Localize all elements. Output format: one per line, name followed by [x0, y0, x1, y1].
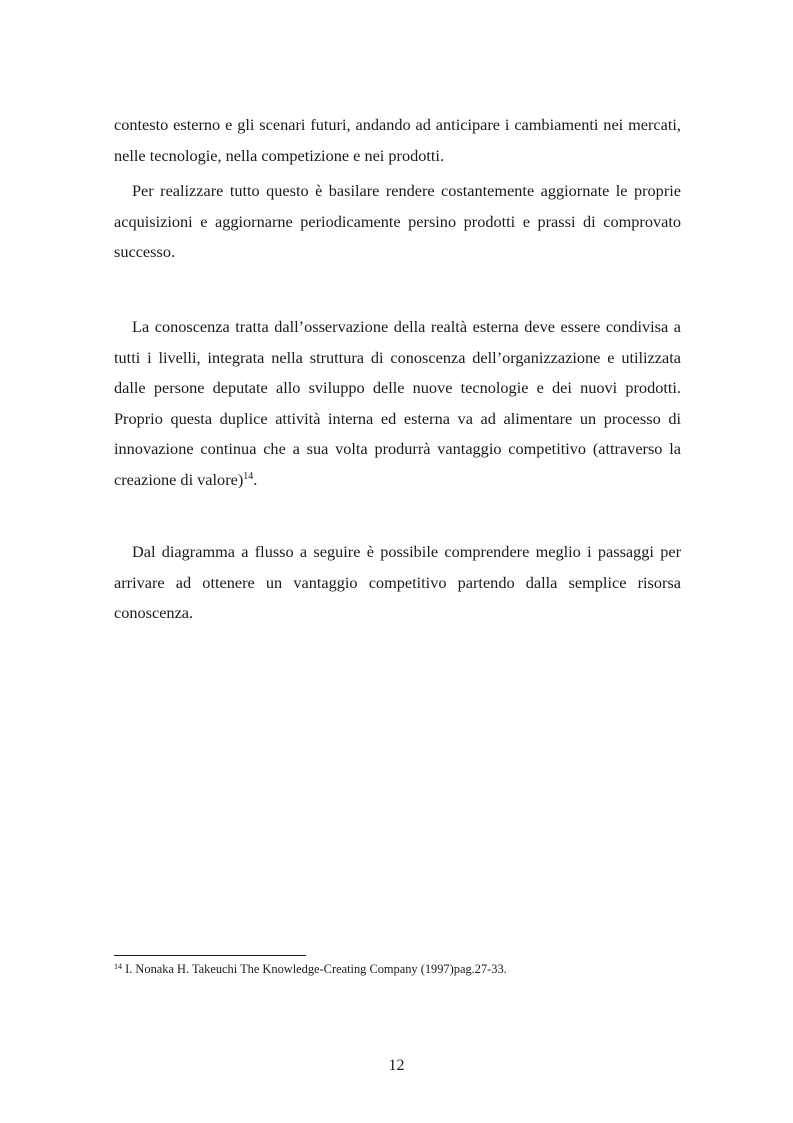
paragraph-text: [114, 312, 681, 495]
paragraph-conoscenza: [114, 312, 681, 495]
page-number: 12: [388, 1057, 405, 1074]
paragraph-realizzare: [114, 176, 681, 268]
paragraph-text: Dal diagramma a flusso a seguire è possibile comprendere meglio i passaggi per arrivare ad ottenere un vantaggio competitivo partendo dalla semplice risorsa conoscenza.: [114, 542, 681, 622]
paragraph-text: Per realizzare tutto questo è basilare rendere costantemente aggiornate le proprie acquisizioni e aggiornarne periodicamente persino prodotti e prassi di comprovato successo.: [114, 181, 681, 261]
footnote-text: I. Nonaka H. Takeuchi The Knowledge-Creating Company (1997)pag.27-33.: [122, 962, 507, 976]
paragraph-body: La conoscenza tratta dall’osservazione della realtà esterna deve essere condivisa a tutti i livelli, integrata nella struttura di conoscenza dell’organizzazione e utilizzata dalle persone deputate allo sviluppo delle nuove tecnologie e dei nuovi prodotti. Proprio questa duplice attività interna ed esterna va ad alimentare un processo di innovazione continua che a sua volta produrrà vantaggio competitivo (attraverso la creazione di valore): [114, 317, 681, 489]
paragraph-diagramma: [114, 537, 681, 629]
paragraph-continuation: [114, 110, 681, 171]
paragraph-ending: .: [253, 469, 258, 489]
footnote: [114, 961, 507, 977]
footnote-separator: [114, 955, 306, 956]
footnote-reference[interactable]: 14: [243, 470, 254, 482]
paragraph-text: contesto esterno e gli scenari futuri, andando ad anticipare i cambiamenti nei mercati, nelle tecnologie, nella competizione e nei prodotti.: [114, 115, 681, 165]
footnote-number: 14: [114, 962, 122, 971]
